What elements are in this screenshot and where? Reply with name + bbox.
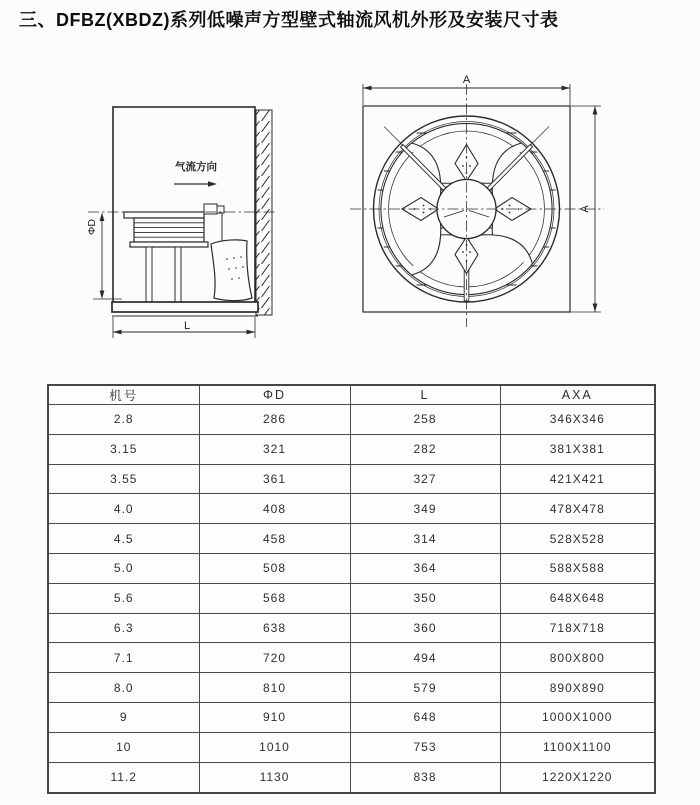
table-cell: 3.15 [48, 434, 199, 464]
width-dimension-label: A [462, 74, 471, 86]
table-cell: 528X528 [500, 524, 655, 554]
table-cell: 408 [199, 494, 350, 524]
column-header: AXA [500, 385, 655, 405]
diameter-dimension-label: ΦD [86, 219, 98, 235]
table-cell: 286 [199, 405, 350, 435]
table-cell: 720 [199, 643, 350, 673]
table-cell: 1100X1100 [500, 732, 655, 762]
table-cell: 360 [350, 613, 500, 643]
table-row [48, 732, 655, 762]
table-row [48, 583, 655, 613]
table-cell: 6.3 [48, 613, 199, 643]
table-cell: 508 [199, 553, 350, 583]
table-cell: 364 [350, 553, 500, 583]
table-cell: 381X381 [500, 434, 655, 464]
table-cell: 1130 [199, 762, 350, 793]
table-cell: 568 [199, 583, 350, 613]
table-cell: 421X421 [500, 464, 655, 494]
table-cell: 321 [199, 434, 350, 464]
table-cell: 9 [48, 702, 199, 732]
side-view-drawing [88, 107, 276, 338]
table-row [48, 673, 655, 703]
table-cell: 718X718 [500, 613, 655, 643]
base-plate [112, 302, 258, 312]
airflow-direction-label: 气流方向 [175, 161, 217, 173]
wall-hatch [256, 110, 272, 315]
table-cell: 361 [199, 464, 350, 494]
table-cell: 327 [350, 464, 500, 494]
table-cell: 5.6 [48, 583, 199, 613]
table-header-row [48, 385, 655, 405]
table-cell: 638 [199, 613, 350, 643]
table-cell: 810 [199, 673, 350, 703]
table-cell: 800X800 [500, 643, 655, 673]
table-cell: 349 [350, 494, 500, 524]
table-cell: 4.5 [48, 524, 199, 554]
table-cell: 314 [350, 524, 500, 554]
table-body [48, 405, 655, 794]
table-cell: 890X890 [500, 673, 655, 703]
length-dimension-label: L [183, 320, 191, 332]
table-cell: 1000X1000 [500, 702, 655, 732]
support-leg [146, 247, 152, 302]
table-row [48, 643, 655, 673]
table-row [48, 405, 655, 435]
table-cell: 579 [350, 673, 500, 703]
blade-side-view [211, 240, 252, 301]
table-cell: 1220X1220 [500, 762, 655, 793]
table-cell: 1010 [199, 732, 350, 762]
table-cell: 4.0 [48, 494, 199, 524]
page-title: 三、DFBZ(XBDZ)系列低噪声方型壁式轴流风机外形及安装尺寸表 [19, 10, 559, 30]
table-row [48, 494, 655, 524]
table-cell: 7.1 [48, 643, 199, 673]
table-cell: 3.55 [48, 464, 199, 494]
table-cell: 346X346 [500, 405, 655, 435]
table-cell: 2.8 [48, 405, 199, 435]
table-row [48, 613, 655, 643]
table-cell: 588X588 [500, 553, 655, 583]
table-cell: 282 [350, 434, 500, 464]
table-cell: 648X648 [500, 583, 655, 613]
table-row [48, 553, 655, 583]
table-row [48, 464, 655, 494]
technical-drawings [0, 0, 700, 380]
front-view-drawing [350, 84, 604, 327]
column-header: 机号 [48, 385, 199, 405]
table-cell: 258 [350, 405, 500, 435]
table-cell: 753 [350, 732, 500, 762]
table-cell: 458 [199, 524, 350, 554]
table-cell: 838 [350, 762, 500, 793]
table-cell: 5.0 [48, 553, 199, 583]
dimensions-table [47, 384, 656, 794]
table-row [48, 434, 655, 464]
column-header: ΦD [199, 385, 350, 405]
table-cell: 350 [350, 583, 500, 613]
table-row [48, 702, 655, 732]
height-dimension-label: A [579, 205, 591, 213]
table-cell: 478X478 [500, 494, 655, 524]
table-cell: 8.0 [48, 673, 199, 703]
table-cell: 494 [350, 643, 500, 673]
table-cell: 10 [48, 732, 199, 762]
table-cell: 910 [199, 702, 350, 732]
table-row [48, 762, 655, 793]
table-cell: 11.2 [48, 762, 199, 793]
motor-fins [134, 218, 204, 242]
table-row [48, 524, 655, 554]
table-cell: 648 [350, 702, 500, 732]
column-header: L [350, 385, 500, 405]
support-leg [175, 247, 181, 302]
